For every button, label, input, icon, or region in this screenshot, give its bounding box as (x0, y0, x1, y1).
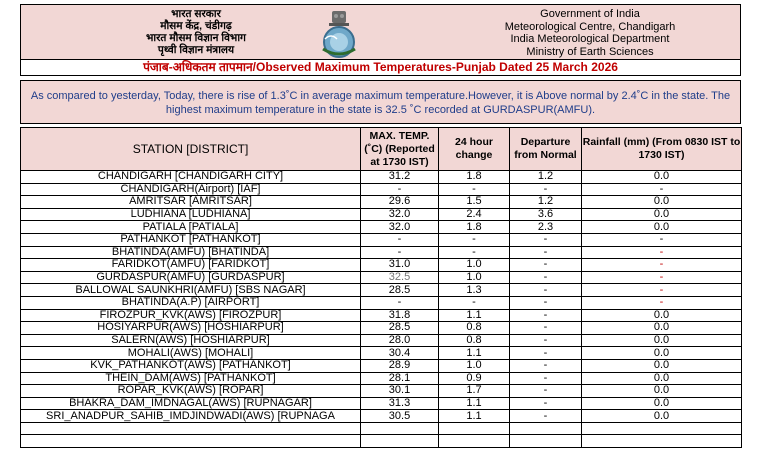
table-row (21, 171, 742, 184)
change-cell: 1.8 (439, 221, 510, 234)
change-cell: - (439, 246, 510, 259)
col-station: STATION [DISTRICT] (21, 128, 361, 171)
blank-cell (361, 422, 439, 435)
departure-cell: - (510, 259, 582, 272)
hindi-line-1: भारत सरकार (171, 8, 221, 20)
rainfall-cell: 0.0 (582, 221, 742, 234)
english-letterhead (460, 8, 720, 58)
departure-cell: - (510, 246, 582, 259)
station-cell: FIROZPUR_KVK(AWS) [FIROZPUR] (21, 309, 361, 322)
change-cell: 1.8 (439, 171, 510, 184)
change-cell: 1.7 (439, 385, 510, 398)
departure-cell: - (510, 296, 582, 309)
station-cell: SALERN(AWS) [HOSHIARPUR] (21, 334, 361, 347)
departure-cell: 1.2 (510, 171, 582, 184)
table-row (21, 296, 742, 309)
english-line-3: India Meteorological Department (510, 33, 670, 45)
max-temp-cell: 31.8 (361, 309, 439, 322)
table-row (21, 208, 742, 221)
table-row (21, 271, 742, 284)
change-cell: 0.9 (439, 372, 510, 385)
rainfall-cell: 0.0 (582, 208, 742, 221)
change-cell: 0.8 (439, 322, 510, 335)
rainfall-cell: - (582, 246, 742, 259)
departure-cell: 1.2 (510, 196, 582, 209)
table-row (21, 385, 742, 398)
max-temp-cell: 30.5 (361, 410, 439, 423)
blank-cell (510, 422, 582, 435)
letterhead (20, 4, 741, 60)
col-change: 24 hour change (439, 128, 510, 171)
change-cell: 1.3 (439, 284, 510, 297)
table-row (21, 309, 742, 322)
table-row (21, 284, 742, 297)
summary-text: As compared to yesterday, Today, there is rise of 1.3˚C in average maximum temperature.However, it is Above normal by 2.4˚C in the state. The highest maximum temperature in the state is 32.5 ˚C recorded at GURDASPUR(AMFU). (20, 80, 741, 124)
max-temp-cell: 29.6 (361, 196, 439, 209)
hindi-line-2: मौसम केंद्र, चंडीगढ़ (160, 20, 232, 32)
blank-cell (510, 435, 582, 448)
max-temp-cell: 31.2 (361, 171, 439, 184)
max-temp-cell: - (361, 296, 439, 309)
departure-cell: - (510, 397, 582, 410)
table-row (21, 347, 742, 360)
rainfall-cell: 0.0 (582, 385, 742, 398)
rainfall-cell: - (582, 259, 742, 272)
hindi-letterhead (81, 8, 311, 56)
max-temp-cell: 32.0 (361, 221, 439, 234)
station-cell: LUDHIANA [LUDHIANA] (21, 208, 361, 221)
rainfall-cell: 0.0 (582, 309, 742, 322)
station-cell: AMRITSAR [AMRITSAR] (21, 196, 361, 209)
rainfall-cell: - (582, 271, 742, 284)
change-cell: - (439, 296, 510, 309)
col-rainfall: Rainfall (mm) (From 0830 IST to 1730 IST) (582, 128, 742, 171)
max-temp-cell: 31.3 (361, 397, 439, 410)
col-departure: Departure from Normal (510, 128, 582, 171)
rainfall-cell: 0.0 (582, 397, 742, 410)
station-cell: PATHANKOT [PATHANKOT] (21, 233, 361, 246)
max-temp-cell: - (361, 246, 439, 259)
change-cell: 1.0 (439, 259, 510, 272)
temperature-table (20, 127, 742, 448)
departure-cell: - (510, 233, 582, 246)
blank-cell (361, 435, 439, 448)
max-temp-cell: 32.5 (361, 271, 439, 284)
change-cell: 1.0 (439, 271, 510, 284)
max-temp-cell: 30.1 (361, 385, 439, 398)
change-cell: 1.1 (439, 309, 510, 322)
station-cell: BALLOWAL SAUNKHRI(AMFU) [SBS NAGAR] (21, 284, 361, 297)
english-line-2: Meteorological Centre, Chandigarh (504, 20, 676, 33)
blank-cell (582, 422, 742, 435)
rainfall-cell: - (582, 183, 742, 196)
max-temp-cell: 28.1 (361, 372, 439, 385)
change-cell: 2.4 (439, 208, 510, 221)
change-cell: 1.1 (439, 347, 510, 360)
departure-cell: - (510, 284, 582, 297)
station-cell: FARIDKOT(AMFU) [FARIDKOT] (21, 259, 361, 272)
rainfall-cell: 0.0 (582, 322, 742, 335)
table-row (21, 259, 742, 272)
rainfall-cell: 0.0 (582, 347, 742, 360)
col-max-temp: MAX. TEMP.(˚C) (Reported at 1730 IST) (361, 128, 439, 171)
blank-cell (21, 422, 361, 435)
max-temp-cell: 31.0 (361, 259, 439, 272)
blank-row (21, 422, 742, 435)
table-row (21, 322, 742, 335)
english-line-4: Ministry of Earth Sciences (526, 45, 654, 58)
departure-cell: - (510, 322, 582, 335)
change-cell: - (439, 233, 510, 246)
table-body (21, 171, 742, 448)
blank-cell (21, 435, 361, 448)
rainfall-cell: 0.0 (582, 410, 742, 423)
table-row (21, 221, 742, 234)
station-cell: KVK_PATHANKOT(AWS) [PATHANKOT] (21, 359, 361, 372)
max-temp-cell: 32.0 (361, 208, 439, 221)
station-cell: HOSIYARPUR(AWS) [HOSHIARPUR] (21, 322, 361, 335)
departure-cell: - (510, 347, 582, 360)
station-cell: THEIN_DAM(AWS) [PATHANKOT] (21, 372, 361, 385)
rainfall-cell: - (582, 296, 742, 309)
imd-emblem-icon (315, 9, 363, 59)
change-cell: 1.1 (439, 397, 510, 410)
max-temp-cell: 30.4 (361, 347, 439, 360)
rainfall-cell: - (582, 284, 742, 297)
station-cell: BHAKRA_DAM_IMDNAGAL(AWS) [RUPNAGAR] (21, 397, 361, 410)
max-temp-cell: 28.0 (361, 334, 439, 347)
hindi-line-3: भारत मौसम विज्ञान विभाग (146, 32, 246, 44)
blank-row (21, 435, 742, 448)
max-temp-cell: 28.9 (361, 359, 439, 372)
table-row (21, 246, 742, 259)
max-temp-cell: - (361, 233, 439, 246)
departure-cell: - (510, 334, 582, 347)
station-cell: CHANDIGARH [CHANDIGARH CITY] (21, 171, 361, 184)
station-cell: ROPAR_KVK(AWS) [ROPAR] (21, 385, 361, 398)
change-cell: 1.5 (439, 196, 510, 209)
table-row (21, 196, 742, 209)
table-row (21, 397, 742, 410)
change-cell: - (439, 183, 510, 196)
departure-cell: - (510, 410, 582, 423)
max-temp-cell: - (361, 183, 439, 196)
station-cell: CHANDIGARH(Airport) [IAF] (21, 183, 361, 196)
table-row (21, 183, 742, 196)
max-temp-cell: 28.5 (361, 284, 439, 297)
change-cell: 1.1 (439, 410, 510, 423)
table-row (21, 410, 742, 423)
bulletin-title: पंजाब-अधिकतम तापमान/Observed Maximum Temperatures-Punjab Dated 25 March 2026 (20, 60, 741, 76)
station-cell: BHATINDA(A.P) [AIRPORT] (21, 296, 361, 309)
blank-cell (439, 435, 510, 448)
station-cell: BHATINDA(AMFU) [BHATINDA] (21, 246, 361, 259)
station-cell: SRI_ANADPUR_SAHIB_IMDJINDWADI(AWS) [RUPNAGA (21, 410, 361, 423)
departure-cell: - (510, 372, 582, 385)
table-row (21, 233, 742, 246)
departure-cell: - (510, 183, 582, 196)
station-cell: MOHALI(AWS) [MOHALI] (21, 347, 361, 360)
hindi-line-4: पृथ्वी विज्ञान मंत्रालय (157, 44, 235, 56)
table-row (21, 372, 742, 385)
rainfall-cell: 0.0 (582, 334, 742, 347)
departure-cell: - (510, 385, 582, 398)
station-cell: GURDASPUR(AMFU) [GURDASPUR] (21, 271, 361, 284)
table-row (21, 334, 742, 347)
departure-cell: - (510, 359, 582, 372)
max-temp-cell: 28.5 (361, 322, 439, 335)
table-row (21, 359, 742, 372)
rainfall-cell: - (582, 233, 742, 246)
change-cell: 0.8 (439, 334, 510, 347)
departure-cell: - (510, 309, 582, 322)
rainfall-cell: 0.0 (582, 372, 742, 385)
rainfall-cell: 0.0 (582, 196, 742, 209)
station-cell: PATIALA [PATIALA] (21, 221, 361, 234)
blank-cell (439, 422, 510, 435)
departure-cell: 2.3 (510, 221, 582, 234)
english-line-1: Government of India (540, 8, 640, 20)
table-header-row (21, 128, 742, 171)
departure-cell: - (510, 271, 582, 284)
blank-cell (582, 435, 742, 448)
change-cell: 1.0 (439, 359, 510, 372)
rainfall-cell: 0.0 (582, 359, 742, 372)
departure-cell: 3.6 (510, 208, 582, 221)
rainfall-cell: 0.0 (582, 171, 742, 184)
